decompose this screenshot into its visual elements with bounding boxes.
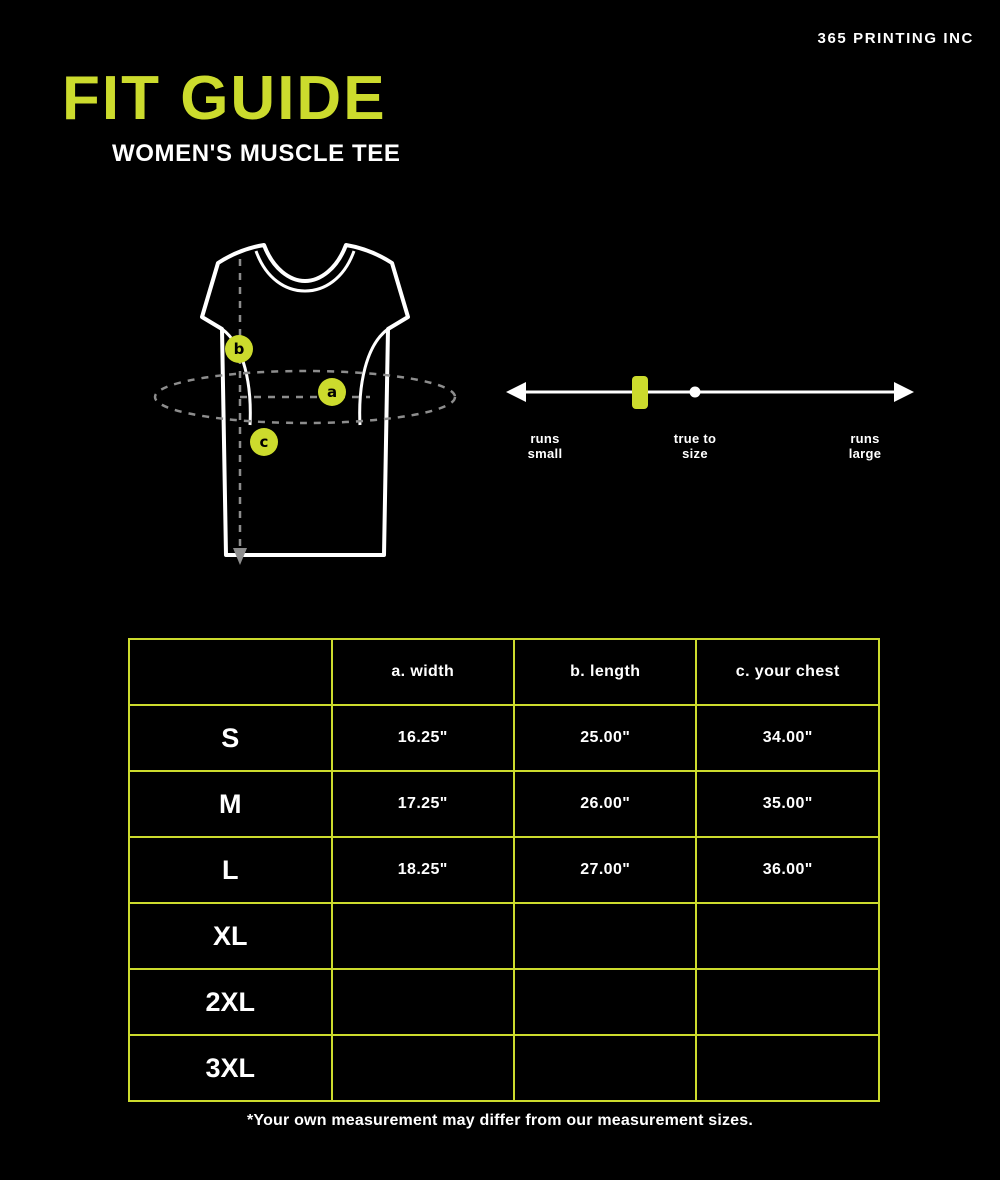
- true-to-size-line1: true to: [673, 431, 717, 446]
- cell-chest: 34.00": [696, 705, 879, 771]
- cell-length: 26.00": [514, 771, 696, 837]
- cell-length: [514, 969, 696, 1035]
- cell-length: [514, 1035, 696, 1101]
- runs-large-line1: runs: [850, 431, 880, 446]
- table-row: [129, 903, 879, 969]
- cell-chest: [696, 969, 879, 1035]
- cell-chest: 36.00": [696, 837, 879, 903]
- footnote: *Your own measurement may differ from our measurement sizes.: [246, 1112, 754, 1129]
- cell-width: 17.25": [332, 771, 514, 837]
- cell-length: 25.00": [514, 705, 696, 771]
- size-label: M: [129, 771, 332, 837]
- fit-scale-true-to-size-dot: [690, 387, 701, 398]
- table-header-length: b. length: [514, 639, 696, 705]
- cell-chest: 35.00": [696, 771, 879, 837]
- size-table-container: [128, 638, 880, 1102]
- table-row: [129, 705, 879, 771]
- cell-width: [332, 903, 514, 969]
- marker-a: a: [318, 378, 346, 406]
- runs-large-line2: large: [848, 445, 882, 461]
- marker-c: c: [250, 428, 278, 456]
- runs-small-line2: small: [527, 445, 563, 461]
- size-table: [128, 638, 880, 1102]
- cell-chest: [696, 1035, 879, 1101]
- size-label: 2XL: [129, 969, 332, 1035]
- fit-scale-label-runs-small: [510, 432, 580, 462]
- page-subtitle: WOMEN'S MUSCLE TEE: [112, 140, 401, 167]
- muscle-tee-illustration: [140, 225, 470, 580]
- fit-scale-label-runs-large: [830, 432, 900, 462]
- cell-width: [332, 1035, 514, 1101]
- table-header-row: [129, 639, 879, 705]
- brand-name: 365 PRINTING INC: [817, 30, 974, 47]
- cell-width: 18.25": [332, 837, 514, 903]
- table-row: [129, 837, 879, 903]
- size-label: L: [129, 837, 332, 903]
- table-header-blank: [129, 639, 332, 705]
- page-title: FIT GUIDE: [62, 64, 387, 133]
- fit-scale-label-true-to-size: [655, 432, 735, 462]
- cell-width: [332, 969, 514, 1035]
- fit-scale: [500, 360, 920, 480]
- true-to-size-line2: size: [682, 445, 708, 461]
- size-label: 3XL: [129, 1035, 332, 1101]
- table-header-width: a. width: [332, 639, 514, 705]
- size-label: S: [129, 705, 332, 771]
- table-row: [129, 969, 879, 1035]
- cell-chest: [696, 903, 879, 969]
- cell-length: 27.00": [514, 837, 696, 903]
- cell-width: 16.25": [332, 705, 514, 771]
- fit-scale-axis: [500, 360, 920, 430]
- runs-small-line1: runs: [530, 431, 560, 446]
- table-header-chest: c. your chest: [696, 639, 879, 705]
- table-row: [129, 771, 879, 837]
- marker-b: b: [225, 335, 253, 363]
- table-row: [129, 1035, 879, 1101]
- cell-length: [514, 903, 696, 969]
- garment-diagram: [140, 225, 470, 580]
- size-label: XL: [129, 903, 332, 969]
- fit-scale-marker: [632, 376, 648, 409]
